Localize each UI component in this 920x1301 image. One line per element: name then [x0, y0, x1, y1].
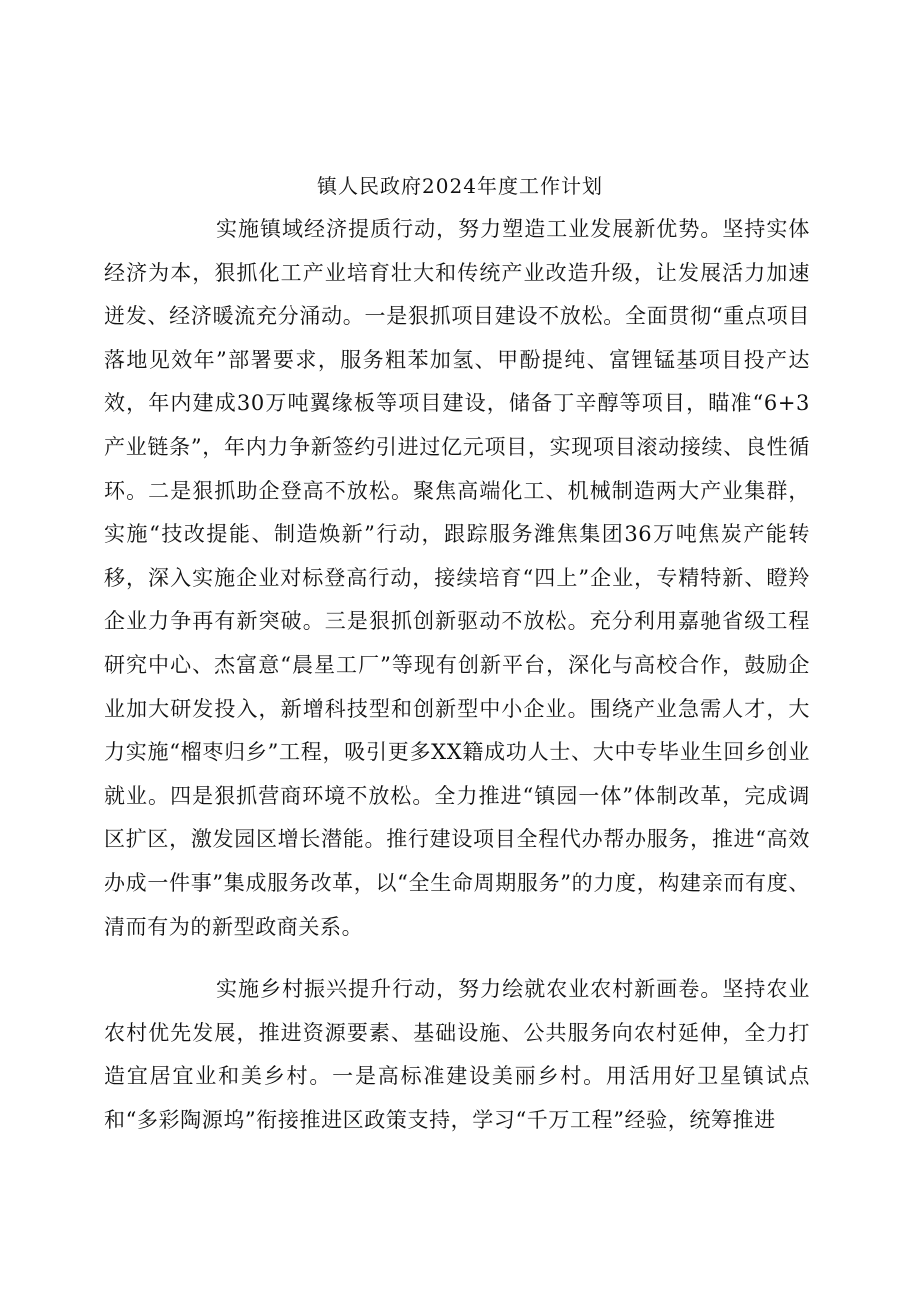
paragraph-rural: 实施乡村振兴提升行动，努力绘就农业农村新画卷。坚持农业农村优先发展，推进资源要素、基础设施、公共服务向农村延伸，全力打造宜居宜业和美乡村。一是高标准建设美丽乡村。用活用好卫星镇试点和“多彩陶源坞”衔接推进区政策支持，学习“千万工程”经验，统筹推进 [104, 977, 810, 1132]
paragraph-industry: 实施镇域经济提质行动，努力塑造工业发展新优势。坚持实体经济为本，狠抓化工产业培育壮大和传统产业改造升级，让发展活力加速迸发、经济暖流充分涌动。一是狠抓项目建设不放松。全面贯彻“重点项目落地见效年”部署要求，服务粗苯加氢、甲酚提纯、富锂锰基项目投产达效，年内建成30万吨翼缘板等项目建设，储备丁辛醇等项目，瞄准“6+3产业链条”，年内力争新签约引进过亿元项目，实现项目滚动接续、良性循环。二是狠抓助企登高不放松。聚焦高端化工、机械制造两大产业集群，实施“技改提能、制造焕新”行动，跟踪服务潍焦集团36万吨焦炭产能转移，深入实施企业对标登高行动，接续培育“四上”企业，专精特新、瞪羚企业力争再有新突破。三是狠抓创新驱动不放松。充分利用嘉驰省级工程研究中心、杰富意“晨星工厂”等现有创新平台，深化与高校合作，鼓励企业加大研发投入，新增科技型和创新型中小企业。围绕产业急需人才，大力实施“榴枣归乡”工程，吸引更多XX籍成功人士、大中专毕业生回乡创业就业。四是狠抓营商环境不放松。全力推进“镇园一体”体制改革，完成调区扩区，激发园区增长潜能。推行建设项目全程代办帮办服务，推进“高效办成一件事”集成服务改革，以“全生命周期服务”的力度，构建亲而有度、清而有为的新型政商关系。 [104, 217, 810, 939]
document-title: 镇人民政府2024年度工作计划 [317, 174, 603, 198]
